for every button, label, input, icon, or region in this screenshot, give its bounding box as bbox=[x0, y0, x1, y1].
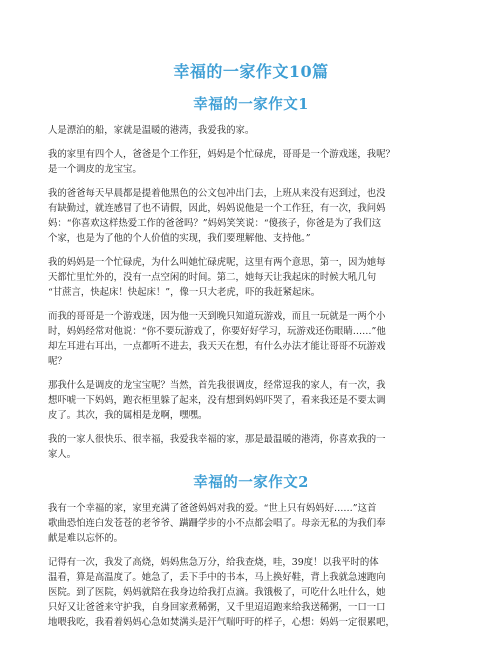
paragraph-line: 温看，算是高温度了。她急了，丢下手中的书本，马上换好鞋，背上我就急速跑向 bbox=[48, 572, 386, 583]
paragraph-line: 记得有一次，我发了高烧，妈妈焦急万分，给我查烧，哇，39度！以我平时的体 bbox=[48, 557, 379, 568]
paragraph-line: 献是难以忘怀的。 bbox=[48, 533, 124, 544]
paragraph-line: 地喂我吃，我看着妈妈心急如焚满头是汗气喘吁吁的样子，心想：妈妈一定很累吧， bbox=[48, 617, 395, 628]
paragraph-line: 呢？ bbox=[48, 356, 67, 367]
paragraph-line: 却左耳进右耳出，一点都听不进去，我天天在想，有什么办法才能让哥哥不玩游戏 bbox=[48, 341, 386, 352]
section-heading: 幸福的一家作文2 bbox=[193, 474, 309, 491]
paragraph bbox=[48, 255, 454, 300]
paragraph bbox=[48, 123, 454, 138]
paragraph bbox=[48, 555, 454, 630]
paragraph-line: 是一个调皮的龙宝宝。 bbox=[48, 164, 142, 175]
paragraph bbox=[48, 309, 454, 369]
paragraph-line: 有缺勤过，就连感冒了也不请假，因此，妈妈说他是一个工作狂，有一次，我问妈 bbox=[48, 203, 386, 214]
paragraph bbox=[48, 432, 454, 462]
paragraph bbox=[48, 147, 454, 177]
paragraph-line: 个家，也是为了他的个人价值的实现，我们要理解他、支持他。” bbox=[48, 233, 311, 244]
paragraph-line: 医院。到了医院，妈妈就陪在我身边给我打点滴。我饿极了，可吃什么吐什么，她 bbox=[48, 587, 386, 598]
paragraph-line: 天都忙里忙外的，没有一点空闲的时间。第二，她每天让我起床的时候大吼几句 bbox=[48, 272, 377, 283]
paragraph-line: 而我的哥哥是一个游戏迷，因为他一天到晚只知道玩游戏，而且一玩就是一两个小 bbox=[48, 311, 386, 322]
paragraph-line: 想吓唬一下妈妈，跑衣柜里躲了起来，没有想到妈妈吓哭了，看来我还是不要太调 bbox=[48, 395, 386, 406]
paragraph-line: 时，妈妈经常对他说：“你不要玩游戏了，你要好好学习，玩游戏还伤眼睛……”他 bbox=[48, 326, 386, 337]
paragraph-line: 妈：“你喜欢这样热爱工作的爸爸吗？”妈妈笑笑说：“傻孩子，你爸是为了我们这 bbox=[48, 218, 382, 229]
essay-section bbox=[48, 96, 454, 462]
paragraph bbox=[48, 186, 454, 246]
section-heading: 幸福的一家作文1 bbox=[193, 96, 309, 113]
essay-section bbox=[48, 474, 454, 630]
paragraph-line: 我的妈妈是一个忙碌虎，为什么叫她忙碌虎呢，这里有两个意思，第一，因为她每 bbox=[48, 257, 386, 268]
paragraph-line: 那我什么是调皮的龙宝宝呢？当然，首先我很调皮，经常逗我的家人，有一次，我 bbox=[48, 380, 386, 391]
paragraph bbox=[48, 501, 454, 546]
paragraph-line: “甘蔗言，快起床！快起床！”，像一只大老虎，吓的我赶紧起床。 bbox=[48, 287, 321, 298]
paragraph-line: 只好又让爸爸来守护我，自身回家煮稀粥，又千里迢迢跑来给我送稀粥，一口一口 bbox=[48, 602, 386, 613]
paragraph bbox=[48, 378, 454, 423]
paragraph-line: 我有一个幸福的家，家里充满了爸爸妈妈对我的爱。“世上只有妈妈好……”这首 bbox=[48, 503, 377, 514]
document-title: 幸福的一家作文10篇 bbox=[173, 62, 329, 81]
paragraph-line: 我的爸爸每天早晨都是提着他黑色的公文包冲出门去，上班从来没有迟到过，也没 bbox=[48, 188, 386, 199]
paragraph-line: 家人。 bbox=[48, 449, 77, 460]
paragraph-line: 歌曲恐怕连白发苍苍的老爷爷、蹒跚学步的小不点都会唱了。母亲无私的为我们奉 bbox=[48, 518, 386, 529]
paragraph-line: 我的一家人很快乐、很幸福，我爱我幸福的家，那是最温暖的港湾，你喜欢我的一 bbox=[48, 434, 386, 445]
paragraph-line: 人是漂泊的船，家就是温暖的港湾，我爱我的家。 bbox=[48, 125, 255, 136]
document-body bbox=[48, 96, 454, 630]
paragraph-line: 我的家里有四个人，爸爸是个工作狂，妈妈是个忙碌虎，哥哥是一个游戏迷，我呢？ bbox=[48, 149, 395, 160]
paragraph-line: 皮了。其次，我的属相是龙啊，嘿嘿。 bbox=[48, 410, 208, 421]
